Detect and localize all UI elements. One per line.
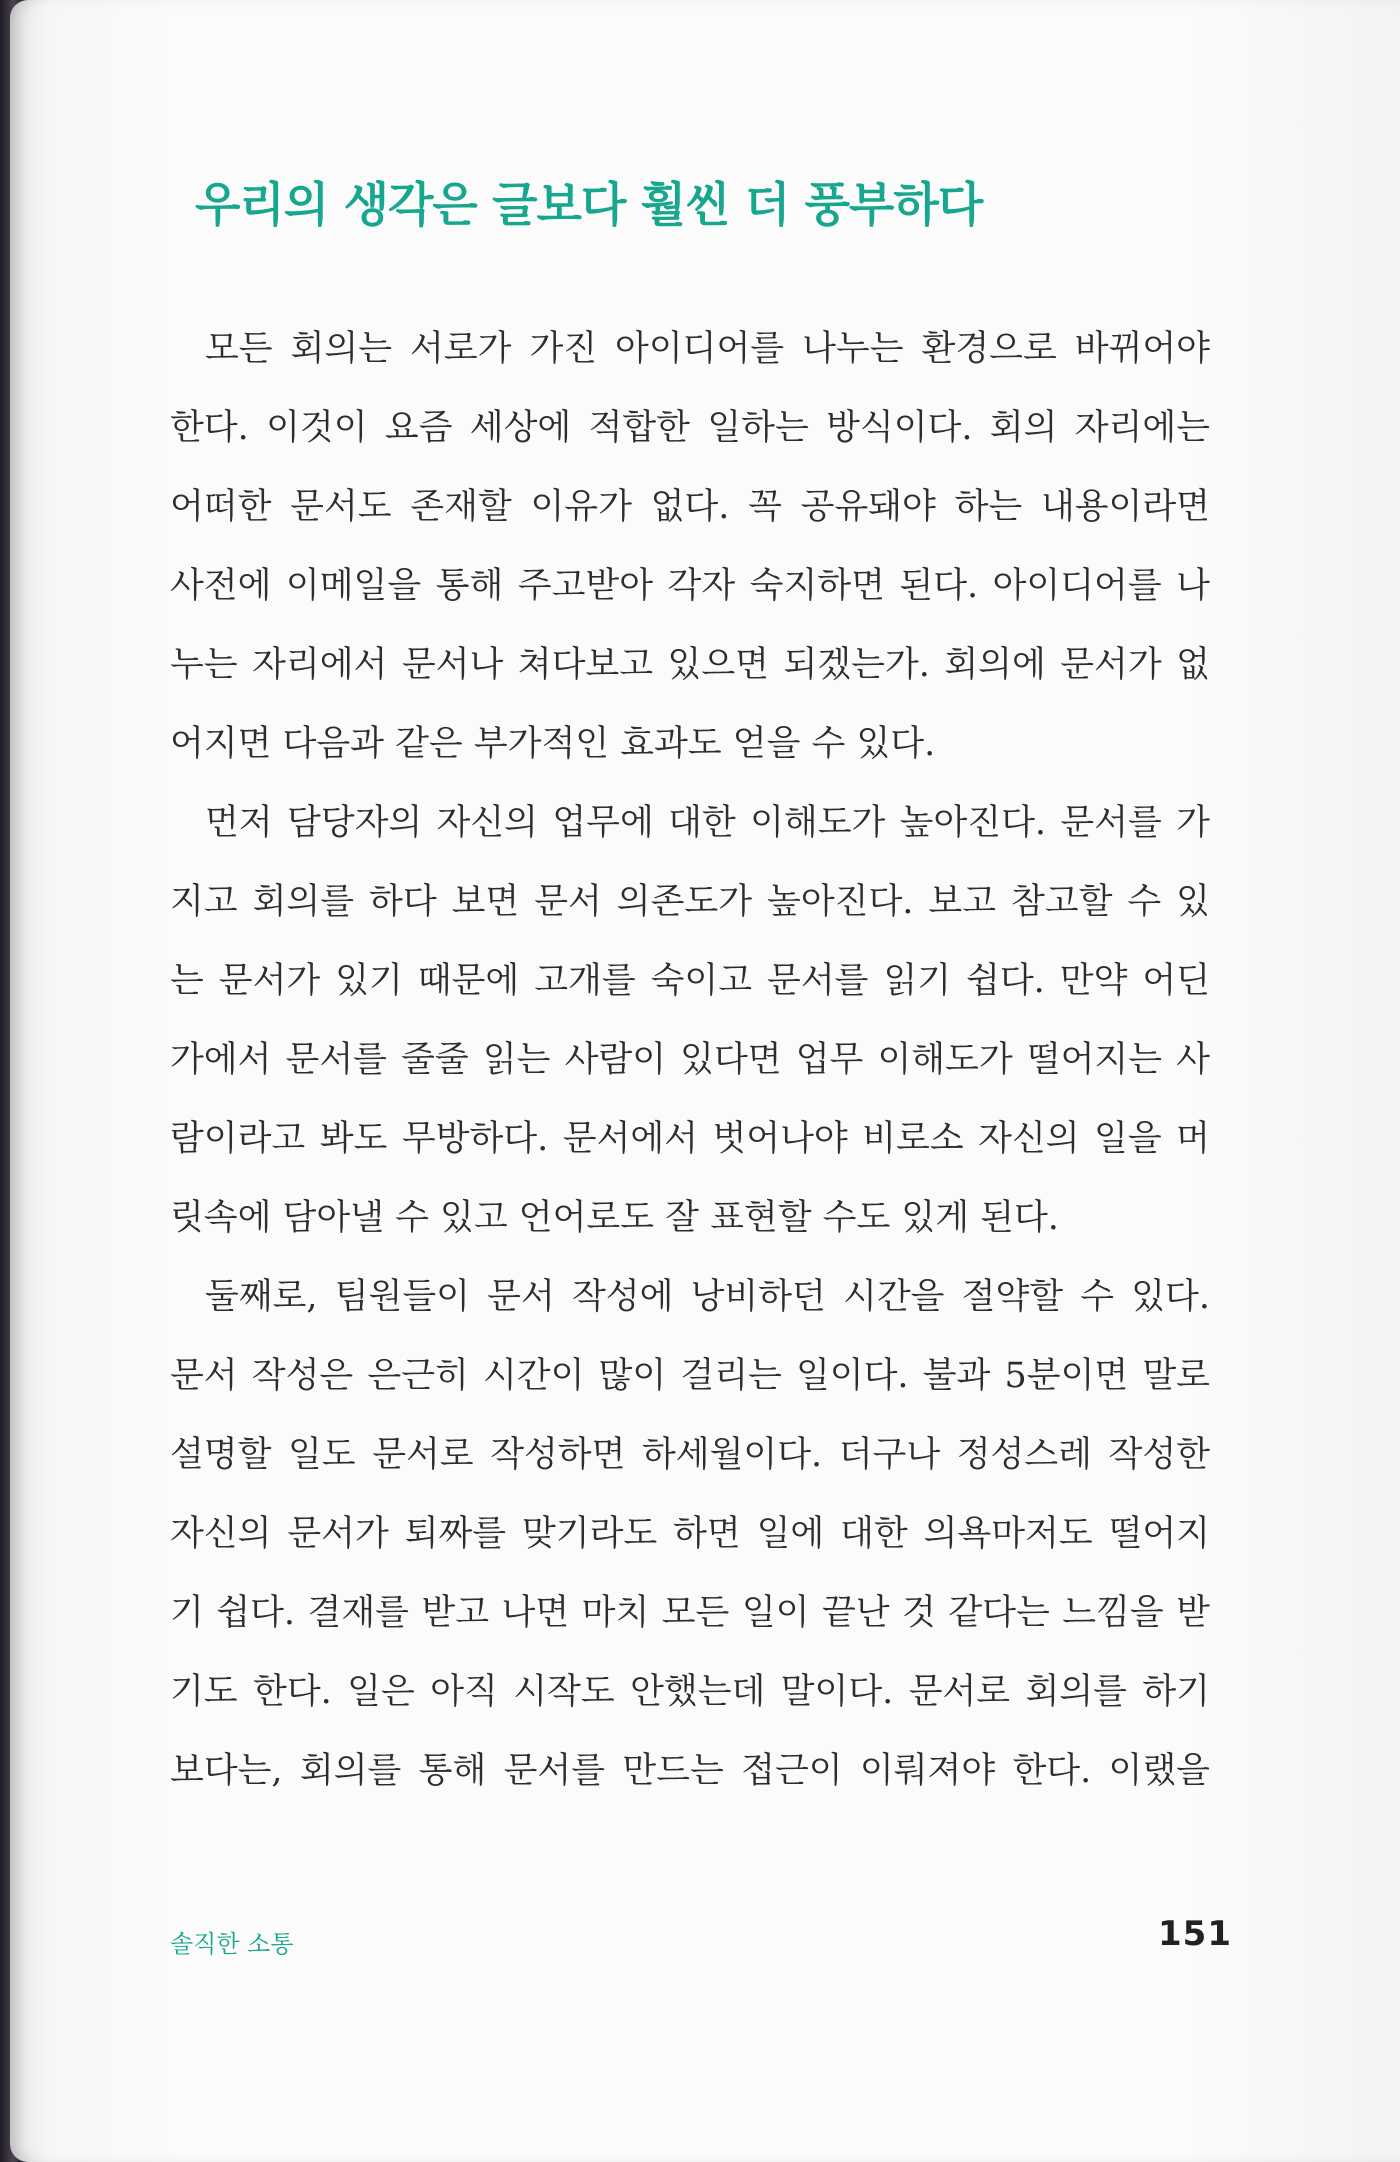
text-line: 한다. 이것이 요즘 세상에 적합한 일하는 방식이다. 회의 자리에는 [170, 408, 1210, 448]
text-line: 어지면 다음과 같은 부가적인 효과도 얻을 수 있다. [170, 724, 936, 764]
text-line: 자신의 문서가 퇴짜를 맞기라도 하면 일에 대한 의욕마저도 떨어지 [170, 1514, 1210, 1554]
page-number: 151 [1158, 1914, 1232, 1954]
body-text [170, 310, 1210, 1811]
text-line: 기 쉽다. 결재를 받고 나면 마치 모든 일이 끝난 것 같다는 느낌을 받 [170, 1593, 1210, 1633]
book-page [10, 0, 1400, 2162]
text-line: 는 문서가 있기 때문에 고개를 숙이고 문서를 읽기 쉽다. 만약 어딘 [170, 961, 1210, 1001]
text-line: 모든 회의는 서로가 가진 아이디어를 나누는 환경으로 바뀌어야 [205, 329, 1210, 369]
text-line: 어떠한 문서도 존재할 이유가 없다. 꼭 공유돼야 하는 내용이라면 [170, 487, 1210, 527]
section-heading: 우리의 생각은 글보다 훨씬 더 풍부하다 [195, 178, 983, 233]
text-line: 누는 자리에서 문서나 쳐다보고 있으면 되겠는가. 회의에 문서가 없 [170, 645, 1210, 685]
text-line: 먼저 담당자의 자신의 업무에 대한 이해도가 높아진다. 문서를 가 [205, 803, 1210, 843]
text-line: 기도 한다. 일은 아직 시작도 안했는데 말이다. 문서로 회의를 하기 [170, 1672, 1210, 1712]
text-line: 둘째로, 팀원들이 문서 작성에 낭비하던 시간을 절약할 수 있다. [205, 1277, 1210, 1317]
text-line: 지고 회의를 하다 보면 문서 의존도가 높아진다. 보고 참고할 수 있 [170, 882, 1210, 922]
text-line: 사전에 이메일을 통해 주고받아 각자 숙지하면 된다. 아이디어를 나 [170, 566, 1210, 606]
text-line: 가에서 문서를 줄줄 읽는 사람이 있다면 업무 이해도가 떨어지는 사 [170, 1040, 1210, 1080]
text-line: 문서 작성은 은근히 시간이 많이 걸리는 일이다. 불과 5분이면 말로 [170, 1356, 1210, 1396]
running-footer-label: 솔직한 소통 [170, 1930, 294, 1958]
text-line: 릿속에 담아낼 수 있고 언어로도 잘 표현할 수도 있게 된다. [170, 1198, 1059, 1238]
text-line: 설명할 일도 문서로 작성하면 하세월이다. 더구나 정성스레 작성한 [170, 1435, 1210, 1475]
text-line: 람이라고 봐도 무방하다. 문서에서 벗어나야 비로소 자신의 일을 머 [170, 1119, 1210, 1159]
text-line: 보다는, 회의를 통해 문서를 만드는 접근이 이뤄져야 한다. 이랬을 [170, 1751, 1210, 1791]
